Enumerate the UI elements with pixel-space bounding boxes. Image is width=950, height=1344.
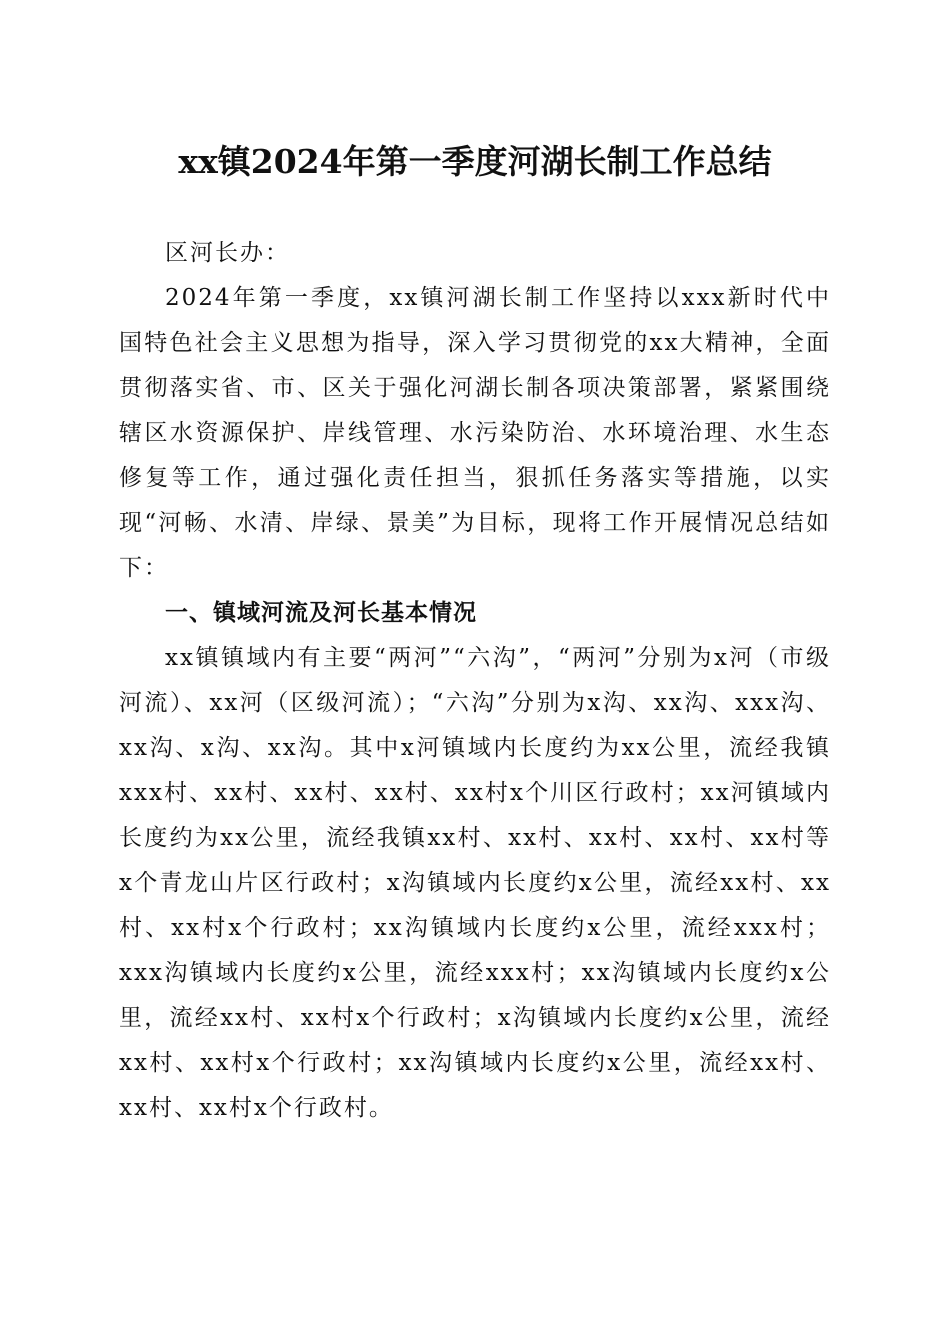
- document-title: xx镇2024年第一季度河湖长制工作总结: [178, 142, 772, 181]
- document-body: [119, 231, 831, 1131]
- intro-paragraph: 2024年第一季度，xx镇河湖长制工作坚持以xxx新时代中国特色社会主义思想为指导，深入学习贯彻党的xx大精神，全面贯彻落实省、市、区关于强化河湖长制各项决策部署，紧紧围绕辖区水资源保护、岸线管理、水污染防治、水环境治理、水生态修复等工作，通过强化责任担当，狠抓任务落实等措施，以实现“河畅、水清、岸绿、景美”为目标，现将工作开展情况总结如下：: [119, 285, 831, 581]
- section-heading: 一、镇域河流及河长基本情况: [165, 600, 477, 626]
- salutation: 区河长办：: [165, 240, 290, 266]
- section-paragraph: xx镇镇域内有主要“两河”“六沟”，“两河”分别为x河（市级河流）、xx河（区级河流）；“六沟”分别为x沟、xx沟、xxx沟、xx沟、x沟、xx沟。其中x河镇域内长度约为xx公里，流经我镇xxx村、xx村、xx村、xx村、xx村x个川区行政村；xx河镇域内长度约为xx公里，流经我镇xx村、xx村、xx村、xx村、xx村等x个青龙山片区行政村；x沟镇域内长度约x公里，流经xx村、xx村、xx村x个行政村；xx沟镇域内长度约x公里，流经xxx村；xxx沟镇域内长度约x公里，流经xxx村；xx沟镇域内长度约x公里，流经xx村、xx村x个行政村；x沟镇域内长度约x公里，流经xx村、xx村x个行政村；xx沟镇域内长度约x公里，流经xx村、xx村、xx村x个行政村。: [119, 645, 831, 1121]
